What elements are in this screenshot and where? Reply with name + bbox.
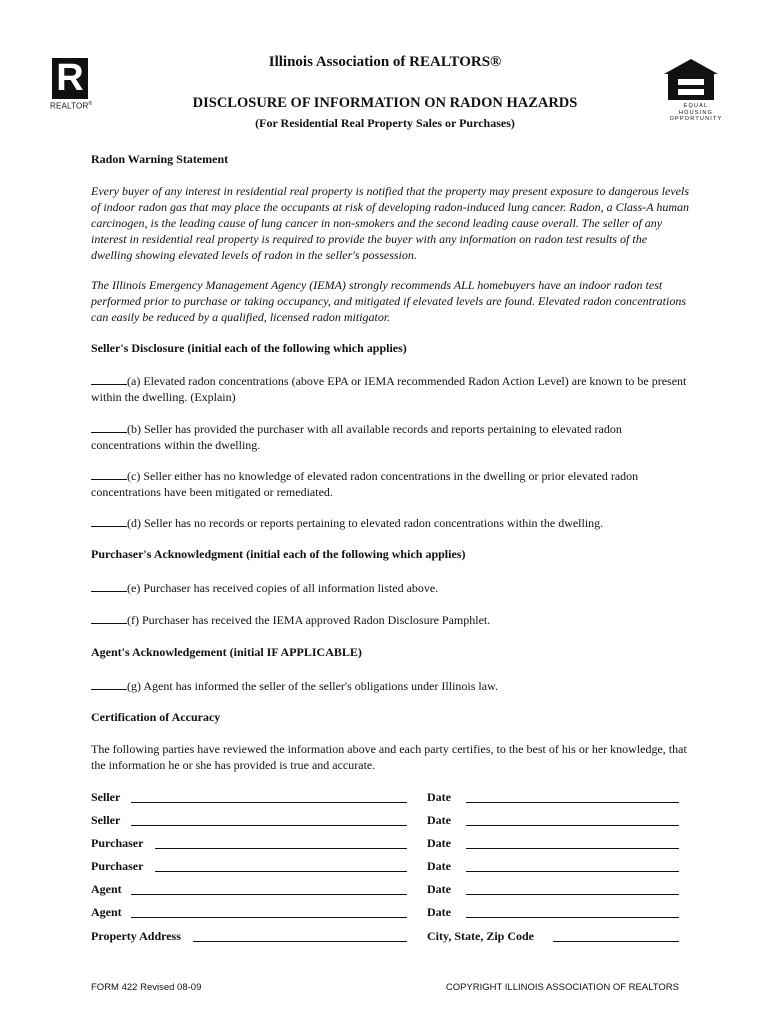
- certification-heading: Certification of Accuracy: [91, 710, 221, 724]
- initial-blank[interactable]: [91, 422, 127, 433]
- date-label: Date: [427, 790, 451, 804]
- date-label: Date: [427, 859, 451, 873]
- agent-item-g: (g) Agent has informed the seller of the seller's obligations under Illinois law.: [91, 678, 691, 694]
- city-state-zip-line[interactable]: [553, 941, 679, 942]
- purchaser-1-date-line[interactable]: [466, 848, 679, 849]
- date-label: Date: [427, 836, 451, 850]
- city-state-zip-label: City, State, Zip Code: [427, 929, 535, 943]
- purchaser-item-f: (f) Purchaser has received the IEMA approved Radon Disclosure Pamphlet.: [91, 612, 691, 628]
- seller-item-b: (b) Seller has provided the purchaser with all available records and reports pertaining to elevated radon concentrations within the dwelling.: [91, 422, 622, 452]
- warning-paragraph-1: Every buyer of any interest in residential real property is notified that the property may present exposure to dangerous levels of indoor radon gas that may place the occupants at risk of developing radon-induced lung cancer. Radon, a Class-A human carcinogen, is the leading cause of lung cancer in non-smokers and the second leading cause overall. The seller of any interest in residential real property is required to provide the buyer with any information on radon test results of the dwelling showing elevated levels of radon in the seller's possession.: [91, 184, 690, 262]
- property-address-label: Property Address: [91, 929, 181, 943]
- sig-label-seller-1: Seller: [91, 790, 121, 804]
- form-number: FORM 422 Revised 08-09: [91, 982, 202, 993]
- sig-label-purchaser-2: Purchaser: [91, 859, 144, 873]
- purchaser-item-e: (e) Purchaser has received copies of all information listed above.: [91, 580, 691, 596]
- seller-1-date-line[interactable]: [466, 802, 679, 803]
- purchaser-1-signature-line[interactable]: [155, 848, 407, 849]
- sig-label-agent-2: Agent: [91, 905, 122, 919]
- date-label: Date: [427, 882, 451, 896]
- agent-2-signature-line[interactable]: [131, 917, 407, 918]
- sig-label-agent-1: Agent: [91, 882, 122, 896]
- eho-line2: OPPORTUNITY: [669, 116, 723, 122]
- initial-blank[interactable]: [91, 613, 127, 624]
- realtor-logo-mark: ®: [88, 101, 93, 107]
- page-subtitle: (For Residential Real Property Sales or Purchases): [255, 116, 515, 130]
- initial-blank[interactable]: [91, 581, 127, 592]
- copyright: COPYRIGHT ILLINOIS ASSOCIATION OF REALTORS: [445, 982, 679, 993]
- agent-2-date-line[interactable]: [466, 917, 679, 918]
- date-label: Date: [427, 813, 451, 827]
- agent-1-signature-line[interactable]: [131, 894, 407, 895]
- seller-item-a: (a) Elevated radon concentrations (above EPA or IEMA recommended Radon Action Level) are known to be present within the dwelling. (Explain): [91, 374, 687, 404]
- page-title: DISCLOSURE OF INFORMATION ON RADON HAZARDS: [192, 95, 578, 111]
- seller-2-date-line[interactable]: [466, 825, 679, 826]
- realtor-logo-text: REALTOR: [50, 101, 89, 111]
- warning-heading: Radon Warning Statement: [91, 152, 229, 166]
- seller-item-c: (c) Seller either has no knowledge of elevated radon concentrations in the dwelling or prior elevated radon concentrations have been mitigated or remediated.: [91, 469, 639, 499]
- initial-blank[interactable]: [91, 679, 127, 690]
- initial-blank[interactable]: [91, 469, 127, 480]
- organization-name: Illinois Association of REALTORS®: [268, 54, 502, 70]
- sig-label-seller-2: Seller: [91, 813, 121, 827]
- purchaser-heading: Purchaser's Acknowledgment (initial each of the following which applies): [91, 547, 466, 561]
- initial-blank[interactable]: [91, 516, 127, 527]
- agent-heading: Agent's Acknowledgement (initial IF APPLICABLE): [91, 645, 362, 659]
- certification-text: The following parties have reviewed the information above and each party certifies, to the best of his or her knowledge, that the information he or she has provided is true and accurate.: [91, 742, 687, 772]
- purchaser-2-date-line[interactable]: [466, 871, 679, 872]
- seller-2-signature-line[interactable]: [131, 825, 407, 826]
- eho-line1: EQUAL HOUSING: [678, 103, 714, 116]
- initial-blank[interactable]: [91, 374, 127, 385]
- warning-paragraph-2: The Illinois Emergency Management Agency (IEMA) strongly recommends ALL homebuyers have an indoor radon test performed prior to purchase or taking occupancy, and mitigated if elevated levels are found. Elevated radon concentrations can easily be reduced by a qualified, licensed radon mitigator.: [91, 278, 686, 324]
- date-label: Date: [427, 905, 451, 919]
- property-address-line[interactable]: [193, 941, 407, 942]
- seller-heading: Seller's Disclosure (initial each of the following which applies): [91, 341, 407, 355]
- realtor-r-icon: R: [56, 57, 84, 99]
- sig-label-purchaser-1: Purchaser: [91, 836, 144, 850]
- seller-item-d: (d) Seller has no records or reports pertaining to elevated radon concentrations within the dwelling.: [91, 515, 691, 531]
- agent-1-date-line[interactable]: [466, 894, 679, 895]
- purchaser-2-signature-line[interactable]: [155, 871, 407, 872]
- seller-1-signature-line[interactable]: [131, 802, 407, 803]
